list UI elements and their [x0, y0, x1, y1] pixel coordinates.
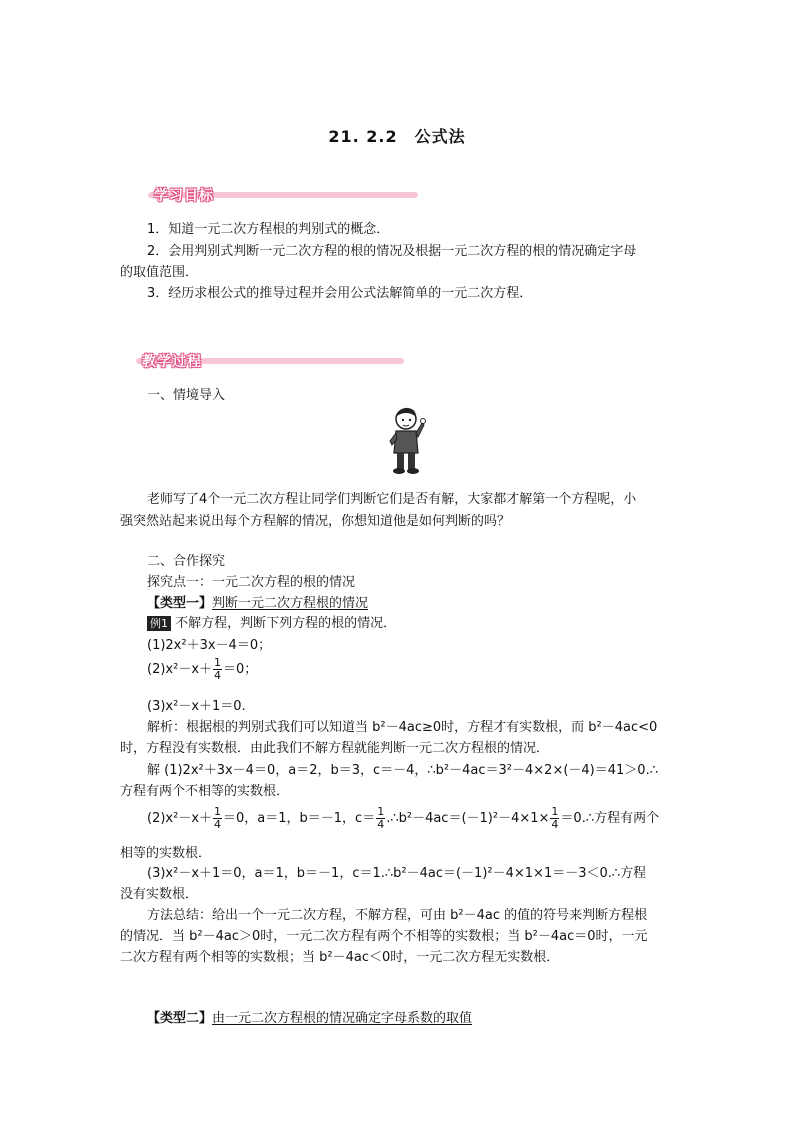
method-summary-line3: 二次方程有两个相等的实数根；当 b²－4ac＜0时，一元二次方程无实数根．	[120, 950, 560, 965]
analysis-line1: 解析：根据根的判别式我们可以知道当 b²－4ac≥0时，方程才有实数根，而 b²－4ac<0	[147, 720, 658, 735]
banner-label: 教学过程	[142, 354, 202, 370]
method-summary-line2: 的情况．当 b²－4ac＞0时，一元二次方程有两个不相等的实数根；当 b²－4ac＝0时，一元	[120, 929, 648, 944]
type2-heading	[147, 1007, 472, 1026]
fraction-numerator: 1	[551, 805, 559, 818]
type1-title: 判断一元二次方程根的情况	[212, 596, 369, 611]
fraction-denominator: 4	[214, 818, 222, 831]
equation-3: (3)x²－x＋1＝0.	[147, 699, 246, 714]
equation-2-part: ＝0；	[223, 662, 258, 677]
part1-heading: 一、情境导入	[147, 388, 226, 403]
solution-2-part: ＝0.∴方程有两个	[560, 811, 660, 826]
solution-2-line1	[147, 806, 659, 831]
fraction-one-quarter	[213, 657, 222, 682]
fraction-denominator: 4	[551, 818, 559, 831]
fraction-one-quarter	[213, 806, 222, 831]
type2-tag: 【类型二】	[147, 1011, 213, 1026]
banner-label: 学习目标	[154, 188, 214, 204]
solution-1-line1: 解 (1)2x²＋3x－4＝0，a＝2，b＝3，c＝－4，∴b²－4ac＝3²－4×2×(－4)＝41＞0.∴	[147, 763, 658, 778]
solution-3-line2: 没有实数根．	[120, 887, 199, 902]
fraction-one-quarter	[376, 806, 385, 831]
example-text: 不解方程，判断下列方程的根的情况．	[175, 616, 397, 631]
goal-3: 3．经历求根公式的推导过程并会用公式法解简单的一元二次方程．	[147, 286, 533, 301]
goal-1: 1．知道一元二次方程根的判别式的概念．	[147, 222, 390, 237]
teaching-process-banner	[136, 350, 404, 372]
analysis-line2: 时，方程没有实数根．由此我们不解方程就能判断一元二次方程根的情况．	[120, 741, 550, 756]
equation-2-part: (2)x²－x＋	[147, 662, 213, 677]
goal-2-cont: 的取值范围．	[120, 265, 199, 280]
intro-paragraph-line1: 老师写了4个一元二次方程让同学们判断它们是否有解，大家都才解第一个方程呢，小	[147, 492, 637, 507]
type1-heading	[147, 592, 368, 611]
fraction-numerator: 1	[377, 805, 385, 818]
fraction-denominator: 4	[377, 818, 385, 831]
intro-paragraph-line2: 强突然站起来说出每个方程解的情况，你想知道他是如何判断的吗？	[120, 514, 511, 529]
learning-goals-banner	[148, 184, 418, 206]
part2-heading: 二、合作探究	[147, 554, 226, 569]
solution-2-line2: 相等的实数根．	[120, 846, 212, 861]
goal-2: 2．会用判别式判断一元二次方程的根的情况及根据一元二次方程的根的情况确定字母	[147, 244, 637, 259]
fraction-denominator: 4	[214, 669, 222, 682]
type1-tag: 【类型一】	[147, 596, 213, 611]
solution-2-part: (2)x²－x＋	[147, 811, 213, 826]
method-summary-line1: 方法总结：给出一个一元二次方程，不解方程，可由 b²－4ac 的值的符号来判断方程根	[147, 908, 648, 923]
example-badge: 例1	[147, 616, 171, 631]
equation-1: (1)2x²＋3x－4＝0；	[147, 638, 272, 653]
solution-3-line1: (3)x²－x＋1＝0，a＝1，b＝－1，c＝1.∴b²－4ac＝(－1)²－4×1×1＝－3＜0.∴方程	[147, 866, 647, 881]
exploration-point-1: 探究点一：一元二次方程的根的情况	[147, 575, 356, 590]
fraction-numerator: 1	[214, 656, 222, 669]
solution-1-line2: 方程有两个不相等的实数根．	[120, 784, 290, 799]
fraction-numerator: 1	[214, 805, 222, 818]
page-title: 21. 2.2 公式法	[328, 127, 466, 146]
student-illustration	[384, 405, 426, 475]
fraction-one-quarter	[550, 806, 559, 831]
solution-2-part: ＝0，a＝1，b＝－1，c＝	[223, 811, 376, 826]
equation-2	[147, 657, 257, 682]
solution-2-part: .∴b²－4ac＝(－1)²－4×1×	[386, 811, 550, 826]
example-1	[147, 612, 396, 631]
type2-title: 由一元二次方程根的情况确定字母系数的取值	[212, 1011, 473, 1026]
